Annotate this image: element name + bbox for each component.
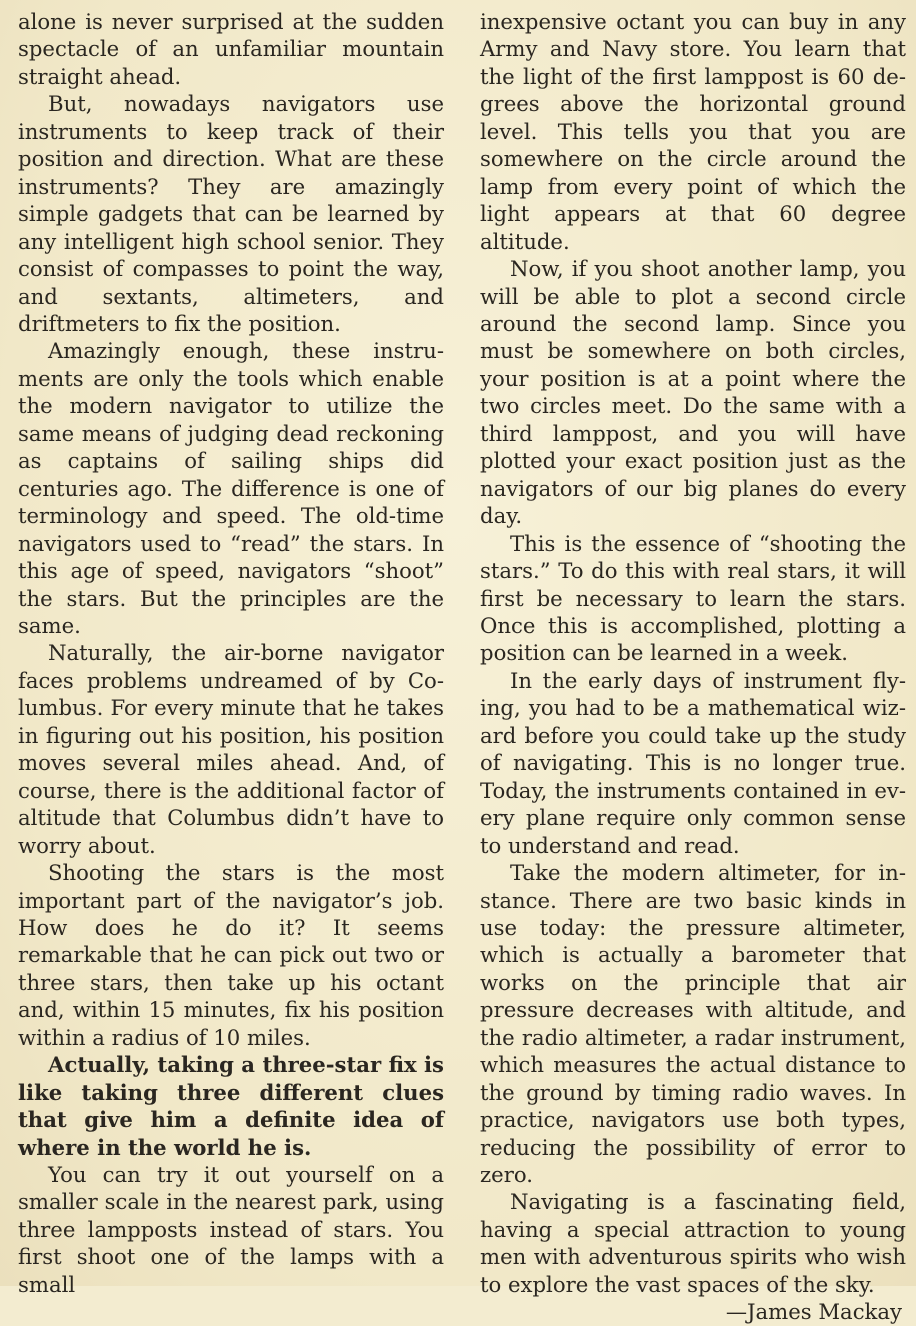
paragraph: But, nowadays navigators use instruments to keep track of their position and direction. What are these instruments? They are amazingly simple gadgets that can be learned by any intelligent high school senior. They consist of compasses to point the way, and sextants, altimeters, and driftmeters to fix the position. (18, 91, 444, 336)
paragraph: alone is never surprised at the sudden spectacle of an unfamiliar mountain straight ahead. (18, 9, 444, 89)
right-column (480, 8, 906, 1326)
paragraph: Now, if you shoot another lamp, you will be able to plot a second circle around the second lamp. Since you must be somewhere on both circles, your position is at a point where the two circles meet. Do the same with a third lamppost, and you will have plotted your exact position just as the navigators of our big planes do every day. (480, 256, 906, 529)
author-signature: —James Mackay (725, 1299, 902, 1325)
paragraph: Naturally, the air-borne navigator faces problems undreamed of by Columbus. For every minute that he takes in figuring out his position, his position moves several miles ahead. And, of course, there is the additional factor of altitude that Columbus didn’t have to worry about. (18, 640, 444, 858)
paragraph: You can try it out yourself on a smaller scale in the nearest park, using three lampposts instead of stars. You first shoot one of the lamps with a small (18, 1162, 444, 1297)
paragraph: Amazingly enough, these instruments are only the tools which enable the modern navigator to utilize the same means of judging dead reckoning as captains of sailing ships did centuries ago. The difference is one of terminology and speed. The old-time navigators used to “read” the stars. In this age of speed, navigators “shoot” the stars. But the principles are the same. (18, 338, 444, 638)
paragraph: Actually, taking a three-star fix is like taking three different clues that give him a definite idea of where in the world he is. (18, 1052, 444, 1160)
paragraph: This is the essence of “shooting the stars.” To do this with real stars, it will first be necessary to learn the stars. Once this is accomplished, plotting a position can be learned in a week. (480, 530, 906, 666)
paragraph: inexpensive octant you can buy in any Army and Navy store. You learn that the light of the first lamppost is 60 degrees above the horizontal ground level. This tells you that you are somewhere on the circle around the lamp from every point of which the light appears at that 60 degree altitude. (480, 9, 906, 254)
paragraph: Take the modern altimeter, for instance. There are two basic kinds in use today: the pressure altimeter, which is actually a barometer that works on the principle that air pressure decreases with altitude, and the radio altimeter, a radar instrument, which measures the actual distance to the ground by timing radio waves. In practice, navigators use both types, reducing the possibility of error to zero. (480, 860, 906, 1188)
paragraph: Shooting the stars is the most important part of the navigator’s job. How does he do it? It seems remarkable that he can pick out two or three stars, then take up his octant and, within 15 minutes, fix his position within a radius of 10 miles. (18, 860, 444, 1050)
left-column (18, 8, 444, 1298)
paragraph: In the early days of instrument flying, you had to be a mathematical wizard before you could take up the study of navigating. This is no longer true. Today, the instruments contained in every plane require only common sense to understand and read. (480, 667, 906, 858)
paragraph: Navigating is a fascinating field, having a special attraction to young men with adventurous spirits who wish to explore the vast spaces of the sky. (480, 1189, 906, 1297)
